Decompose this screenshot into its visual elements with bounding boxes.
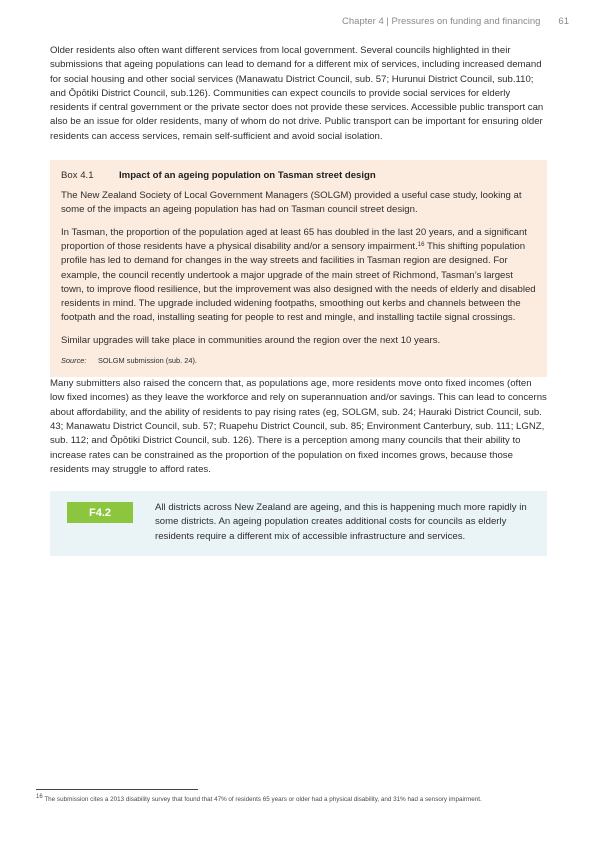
footnote-divider (36, 789, 198, 790)
box-label: Box 4.1 (61, 170, 94, 182)
box-header (61, 170, 537, 181)
source-text: SOLGM submission (sub. 24). (98, 356, 197, 366)
footnote-text: The submission cites a 2013 disability survey that found that 47% of residents 65 years or older had a physical disability, and 31% had a sensory impairment. (42, 796, 482, 803)
page-number: 61 (558, 16, 569, 27)
footnote-number: 16 (36, 794, 43, 800)
paragraph-fixed-incomes: Many submitters also raised the concern that, as populations age, more residents move onto fixed incomes (often low fixed incomes) as they leave the workforce and rely on superannuation and/or savings. This can lead to concerns about affordability, and the ability of residents to pay rising rates (eg, SOLGM, sub. 24; Hauraki District Council, sub. 43; Manawatu District Council, sub. 57; Ruapehu District Council, sub. 85; Environment Canterbury, sub. 111; LGNZ, sub. 112; and Ōpōtiki District Council, sub. 126). There is a perception among many councils that their ability to increase rates can be constrained as the proportion of the population on fixed incomes grows, because those residents may struggle to afford rates. (50, 378, 547, 475)
box-paragraph-3: Similar upgrades will take place in communities around the region over the next 10 years. (61, 334, 441, 346)
footnote-ref[interactable]: 16 (417, 241, 425, 248)
source-label: Source: (61, 356, 87, 366)
paragraph-older-residents: Older residents also often want different services from local government. Several councils highlighted in their submissions that ageing populations can lead to demand for a different mix of services, including increased demand for social housing and other social services (Manawatu District Council, sub. 57; Hurunui District Council, sub.110; and Ōpōtiki District Council, sub.126). Communities can expect councils to provide social services for elderly residents if central government or the private sector does not provide these services. Accessible public transport can also be an issue for older residents, many of whom do not drive. Public transport can be important for ensuring older residents can access services, remain self-sufficient and avoid social isolation. (50, 45, 544, 142)
finding-badge: F4.2 (67, 502, 133, 523)
finding-4-2 (50, 491, 547, 556)
footnote (36, 795, 556, 805)
box-paragraph-1: The New Zealand Society of Local Government Managers (SOLGM) provided a useful case study, looking at some of the impacts an ageing population has had on Tasman council street design. (61, 190, 522, 216)
page-header (342, 16, 569, 27)
page-content (50, 44, 547, 556)
box-title: Impact of an ageing population on Tasman street design (119, 170, 376, 182)
finding-text: All districts across New Zealand are ageing, and this is happening much more rapidly in some districts. An ageing population creates additional costs for councils as elderly residents require a different mix of accessible infrastructure and services. (155, 502, 527, 542)
box-paragraph-2 (61, 226, 537, 326)
chapter-title: Chapter 4 | Pressures on funding and financing (342, 16, 541, 27)
box-4-1 (50, 160, 547, 377)
box-paragraph-2-start: In Tasman, the proportion of the population aged at least 65 has doubled in the last 20 years, and a significant proportion of those residents have a physical disability and/or a sensory impairment. (61, 226, 527, 252)
box-paragraph-2-end: This shifting population profile has led to demand for changes in the way streets and facilities in Tasman region are designed. For example, the council recently undertook a major upgrade of the main street of Richmond, Tasman’s largest town, to improve flood resilience, but the improvement was also designed with the needs of elderly and disabled residents in mind. The upgrade included widening footpaths, smoothing out kerbs and channels between the footpath and the road, installing seating for people to rest and mingle, and installing tactile signal crossings. (61, 240, 536, 324)
box-source (61, 356, 537, 365)
